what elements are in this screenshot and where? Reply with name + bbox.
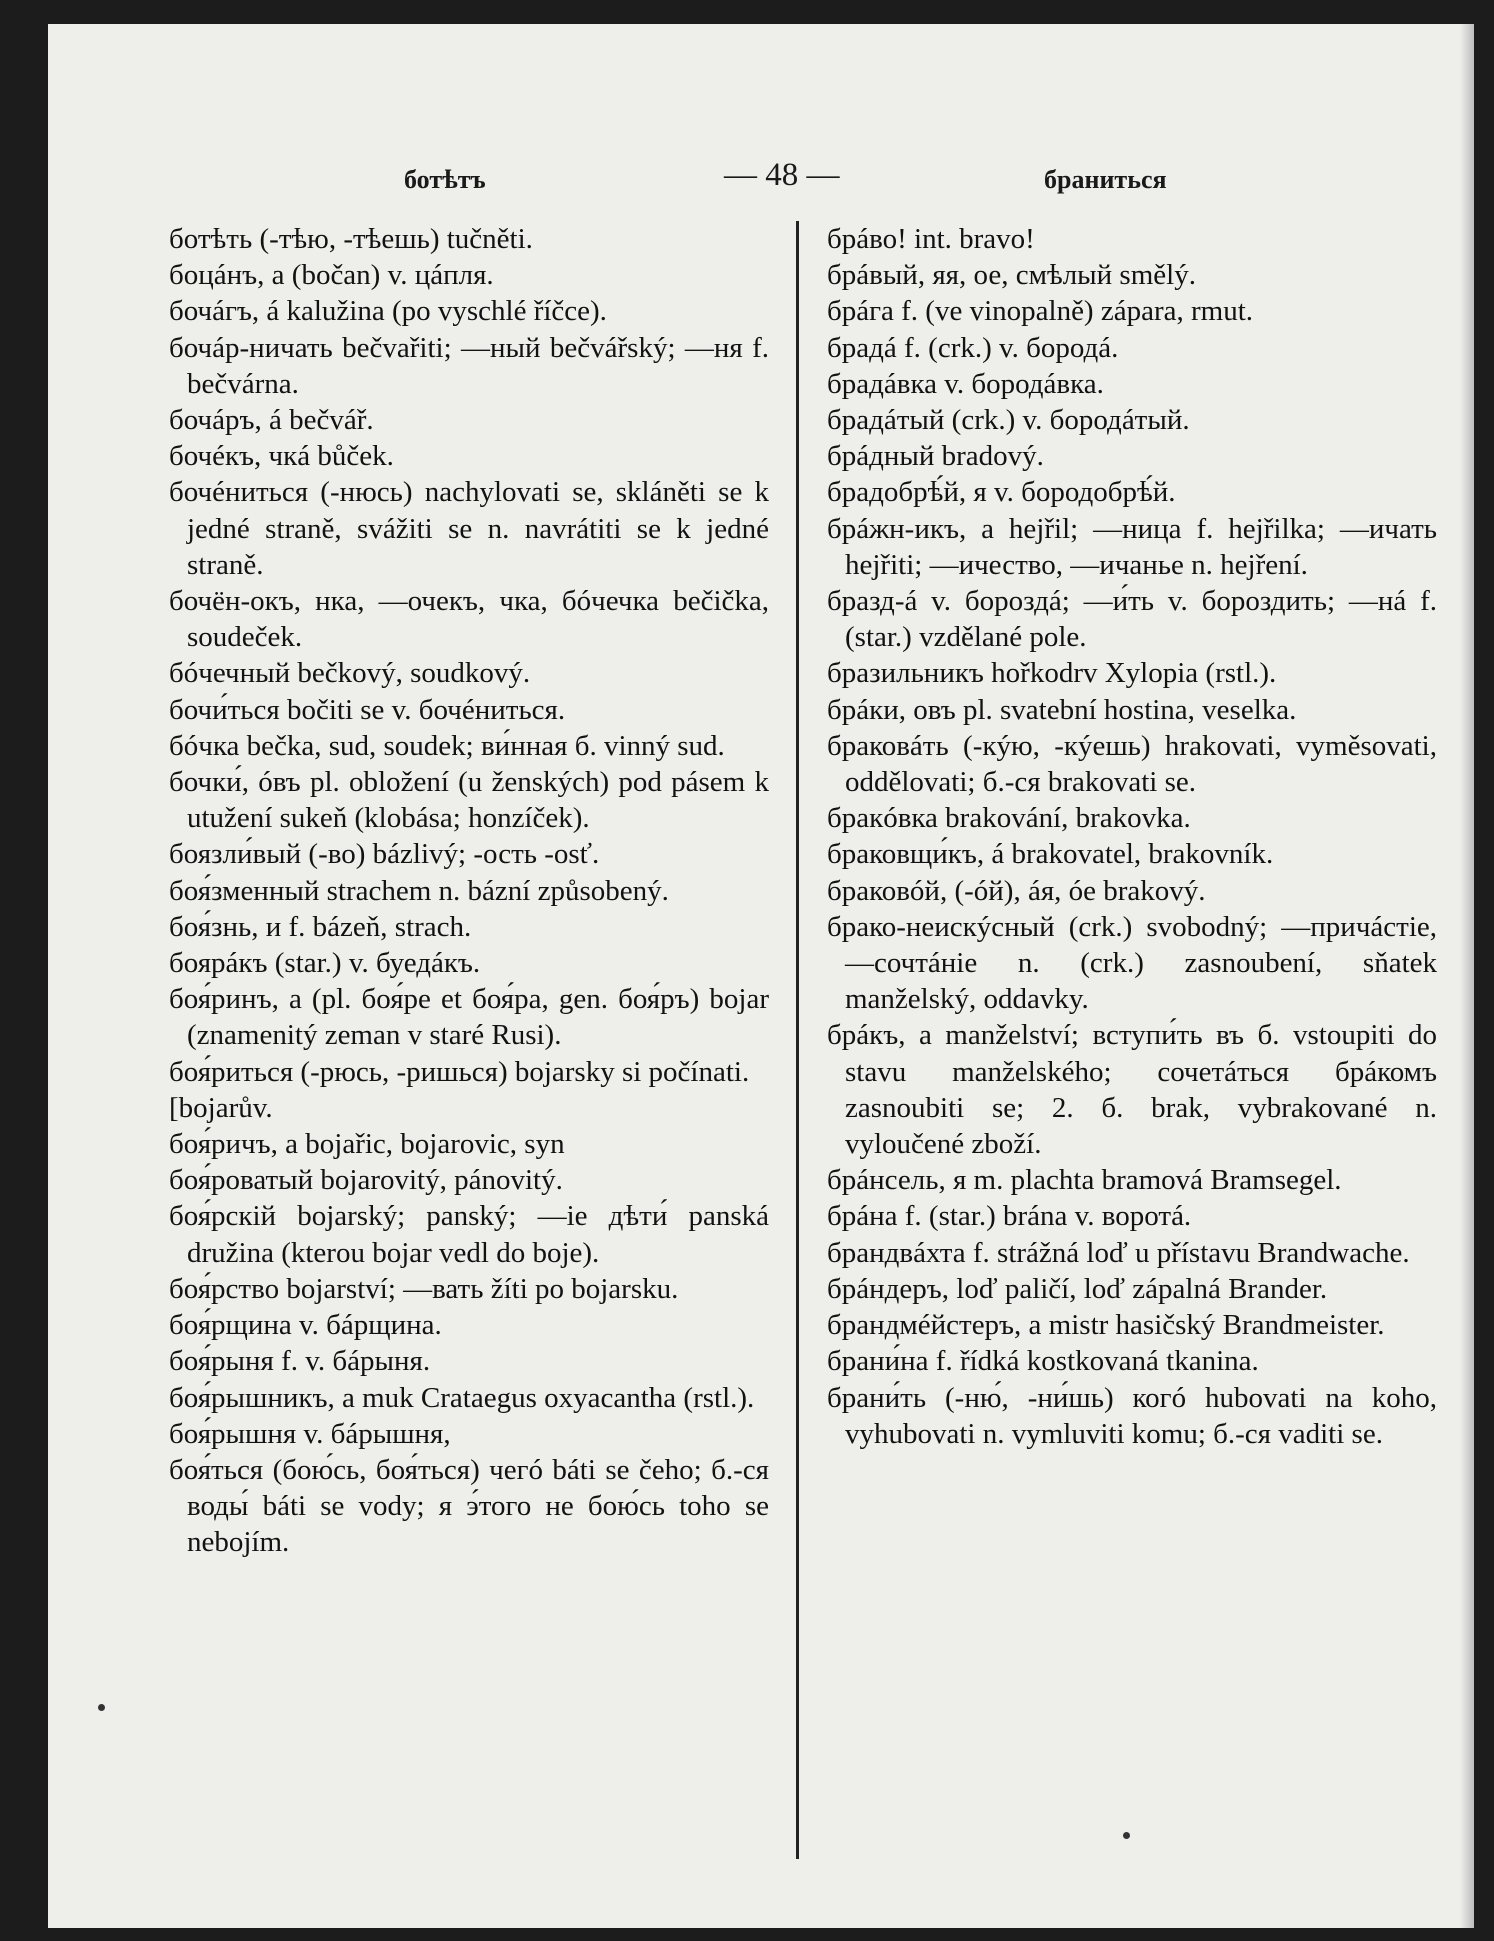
header-left-guideword: ботѣтъ [404, 165, 486, 194]
dictionary-entry: бочáгъ, á kalužina (po vyschlé říčce). [169, 295, 607, 328]
dictionary-page [48, 24, 1474, 1928]
dictionary-entry: боя́зменный strachem n. bázní způsobený. [169, 874, 669, 907]
dictionary-entry: ботѣть (-тѣю, -тѣешь) tučněti. [169, 223, 533, 255]
dictionary-entry: боя́рскій bojarský; panský; —іе дѣти́ panská družina (kterou bojar vedl do boje). [169, 1200, 769, 1269]
dictionary-entry: бочи́ться bočiti se v. бочéниться. [169, 693, 566, 726]
dictionary-entry: боцáнъ, а (bočan) v. цáпля. [169, 259, 494, 292]
dictionary-entry: боязли́вый (-во) bázlivý; -ость -osť. [169, 838, 600, 871]
speck-mark [98, 1704, 105, 1711]
dictionary-entry: брадá f. (crk.) v. бородá. [827, 331, 1119, 364]
dictionary-entry: боя́рщина v. бáрщина. [169, 1309, 442, 1342]
dictionary-entry: боя́знь, и f. bázeň, strach. [169, 910, 472, 943]
dictionary-entry: брадáвка v. бородáвка. [827, 367, 1104, 400]
dictionary-entry: бочáръ, á bečvář. [169, 404, 374, 437]
dictionary-entry: браковóй, (-óй), áя, óе brakový. [827, 874, 1206, 907]
dictionary-entry: брáкъ, а manželství; вступи́ть въ б. vstoupiti do stavu manželského; сочетáться брáкомъ zasnoubiti se; 2. б. brak, vybrakované n. vyloučené zboží. [827, 1019, 1437, 1161]
dictionary-entry: бочéкъ, чкá bůček. [169, 440, 394, 473]
dictionary-entry: брáжн-икъ, а hejřil; —ница f. hejřilka; —ичать hejřiti; —ичество, —ичанье n. hejření. [827, 512, 1437, 581]
dictionary-entry: бочáр-ничать bečvařiti; —ный bečvářský; —ня f. bečvárna. [169, 331, 769, 400]
dictionary-entry: брандвáхта f. strážná loď u přístavu Brandwache. [827, 1236, 1410, 1269]
dictionary-entry: бразильникъ hořkodrv Xylopia (rstl.). [827, 657, 1277, 690]
header-right-guideword: браниться [1044, 165, 1167, 194]
dictionary-entry: брадобрѣ́й, я v. бородобрѣ́й. [827, 476, 1176, 509]
dictionary-entry: бóчка bečka, sud, soudek; ви́нная б. vinný sud. [169, 729, 725, 762]
dictionary-entry: брáдный bradový. [827, 440, 1044, 473]
right-column [827, 221, 1437, 1452]
dictionary-entry: бочéниться (-нюсь) nachylovati se, skláněti se k jedné straně, svážiti se n. navrátiti se k jedné straně. [169, 476, 769, 581]
page-edge-shadow [1460, 24, 1474, 1928]
column-divider [796, 221, 799, 1859]
speck-mark [1123, 1832, 1130, 1839]
dictionary-entry: бразд-á v. бороздá; —и́ть v. бороздить; —нá f. (star.) vzdělané pole. [827, 585, 1437, 654]
dictionary-entry: брáга f. (ve vinopalně) zápara, rmut. [827, 295, 1254, 328]
left-column [169, 221, 769, 1561]
dictionary-entry: брáки, овъ pl. svatební hostina, veselka. [827, 693, 1297, 726]
dictionary-entry: брáво! int. bravo! [827, 223, 1035, 255]
dictionary-entry: брáнсель, я m. plachta bramová Bramsegel. [827, 1164, 1342, 1197]
dictionary-entry: боя́ться (бою́сь, боя́ться) чегó báti se čeho; б.-ся воды́ báti se vody; я э́того не бою́сь toho se nebojím. [169, 1453, 769, 1559]
dictionary-entry: брани́ть (-ню́, -ни́шь) когó hubovati na koho, vyhubovati n. vymluviti komu; б.-ся vaditi se. [827, 1381, 1437, 1450]
dictionary-entry: бочки́, óвъ pl. obložení (u ženských) pod pásem k utužení sukeň (klobása; honzíček). [169, 766, 769, 835]
page-number: — 48 — [724, 157, 840, 193]
dictionary-entry: бочён-окъ, нка, —очекъ, чка, бóчечка bečička, soudeček. [169, 585, 769, 654]
dictionary-entry: браковáть (-кýю, -кýешь) hrakovati, vyměsovati, oddělovati; б.-ся brakovati se. [827, 729, 1437, 799]
dictionary-entry: боя́риться (-рюсь, -ришься) bojarsky si počínati. [169, 1055, 750, 1088]
page-header [48, 141, 1474, 201]
dictionary-entry: бóчечный bečkový, soudkový. [169, 657, 531, 690]
dictionary-entry: боя́рышникъ, а muk Crataegus oxyacantha (rstl.). [169, 1381, 755, 1414]
dictionary-entry: брани́на f. řídká kostkovaná tkanina. [827, 1345, 1259, 1378]
dictionary-entry: боя́роватый bojarovitý, pánovitý. [169, 1164, 563, 1197]
dictionary-entry: брандмéйстеръ, а mistr hasičský Brandmeister. [827, 1309, 1385, 1342]
dictionary-entry: боя́рыня f. v. бáрыня. [169, 1345, 431, 1378]
dictionary-entry: брадáтый (crk.) v. бородáтый. [827, 404, 1190, 437]
dictionary-entry: браковщи́къ, á brakovatel, brakovník. [827, 838, 1274, 871]
dictionary-entry: боярáкъ (star.) v. буедáкъ. [169, 947, 481, 980]
dictionary-entry: бракóвка brakování, brakovka. [827, 802, 1191, 835]
dictionary-entry: [bojarův. [169, 1091, 273, 1124]
dictionary-entry: брáвый, яя, ое, смѣлый smělý. [827, 259, 1196, 292]
dictionary-entry: боя́рство bojarství; —вать žíti po bojarsku. [169, 1272, 679, 1305]
dictionary-entry: брако-неискýсный (crk.) svobodný; —причáстіе, —сочтáніе n. (crk.) zasnoubení, sňatek manželský, oddavky. [827, 910, 1437, 1016]
dictionary-entry: боя́ринъ, а (pl. боя́ре et боя́ра, gen. боя́ръ) bojar (znamenitý zeman v staré Rusi). [169, 983, 769, 1052]
dictionary-entry: брáна f. (star.) brána v. воротá. [827, 1200, 1192, 1233]
dictionary-entry: боя́рышня v. бáрышня, [169, 1417, 451, 1450]
dictionary-entry: брáндеръ, loď paličí, loď zápalná Brander. [827, 1272, 1328, 1305]
dictionary-entry: боя́ричъ, а bojařic, bojarovic, syn [169, 1128, 565, 1161]
